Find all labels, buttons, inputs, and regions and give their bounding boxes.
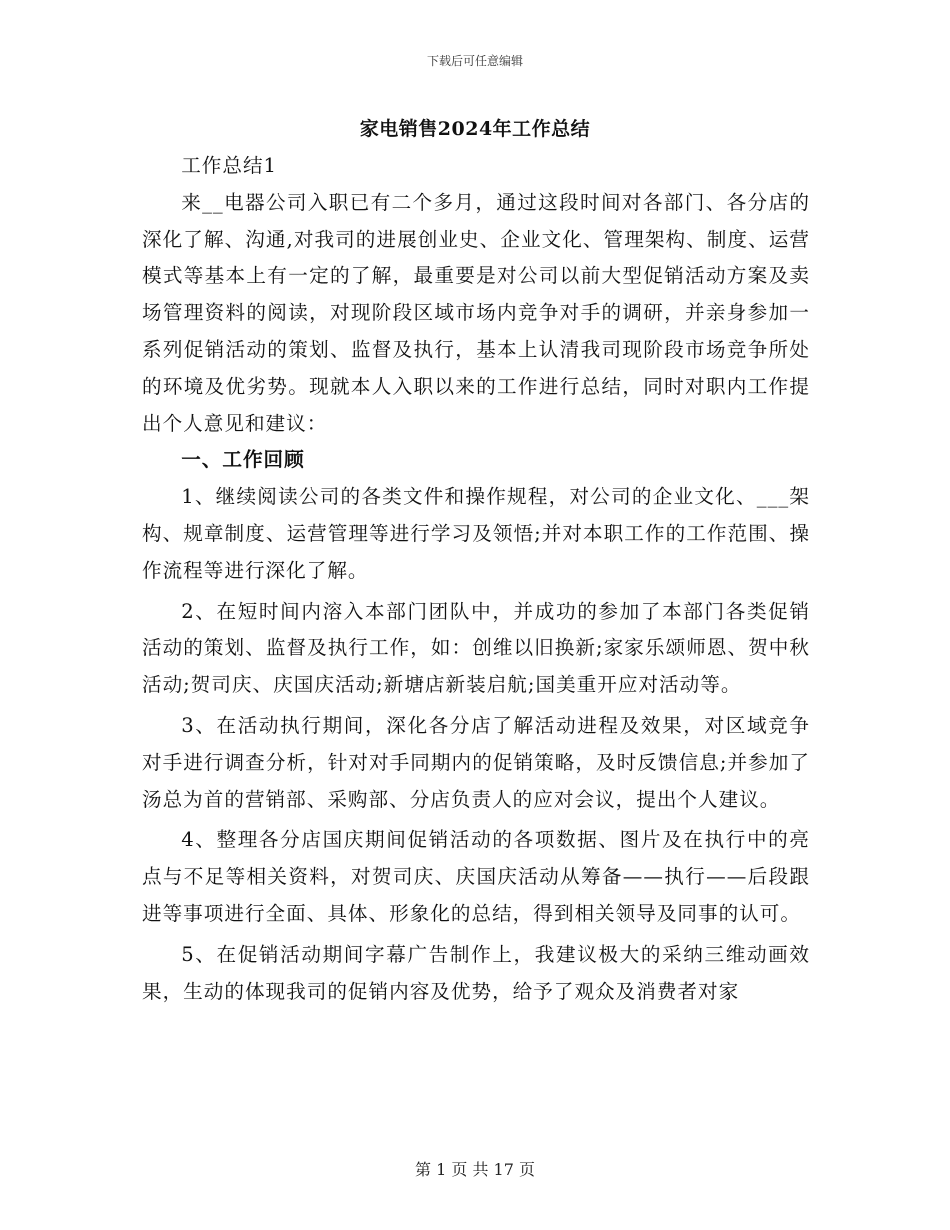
page-header-note: 下载后可任意编辑 [426, 54, 523, 68]
intro-paragraph: 来__电器公司入职已有二个多月，通过这段时间对各部门、各分店的深化了解、沟通,对我司的进展创业史、企业文化、管理架构、制度、运营模式等基本上有一定的了解，最重要是对公司以前大型促销活动方案及卖场管理资料的阅读，对现阶段区域市场内竞争对手的调研，并亲身参加一系列促销活动的策划、监督及执行，基本上认清我司现阶段市场竞争所处的环境及优劣势。现就本人入职以来的工作进行总结，同时对职内工作提出个人意见和建议： [142, 190, 810, 435]
list-item: 3、在活动执行期间，深化各分店了解活动进程及效果，对区域竞争对手进行调查分析，针对对手同期内的促销策略，及时反馈信息;并参加了汤总为首的营销部、采购部、分店负责人的应对会议，提出个人建议。 [142, 713, 810, 811]
subtitle: 工作总结1 [181, 154, 278, 177]
list-item: 4、整理各分店国庆期间促销活动的各项数据、图片及在执行中的亮点与不足等相关资料，对贺司庆、庆国庆活动从筹备——执行——后段跟进等事项进行全面、具体、形象化的总结，得到相关领导及同事的认可。 [142, 828, 810, 925]
list-item: 2、在短时间内溶入本部门团队中，并成功的参加了本部门各类促销活动的策划、监督及执行工作，如：创维以旧换新;家家乐颂师恩、贺中秋活动;贺司庆、庆国庆活动;新塘店新装启航;国美重开应对活动等。 [142, 599, 810, 697]
list-item: 1、继续阅读公司的各类文件和操作规程，对公司的企业文化、___架构、规章制度、运营管理等进行学习及领悟;并对本职工作的工作范围、操作流程等进行深化了解。 [142, 485, 810, 582]
section-heading: 一、工作回顾 [181, 448, 305, 472]
page-number: 第 1 页 共 17 页 [415, 1160, 535, 1179]
list-item: 5、在促销活动期间字幕广告制作上，我建议极大的采纳三维动画效果，生动的体现我司的促销内容及优势，给予了观众及消费者对家 [142, 942, 810, 1003]
document-body [142, 148, 810, 1014]
document-title: 家电销售2024年工作总结 [359, 118, 591, 140]
